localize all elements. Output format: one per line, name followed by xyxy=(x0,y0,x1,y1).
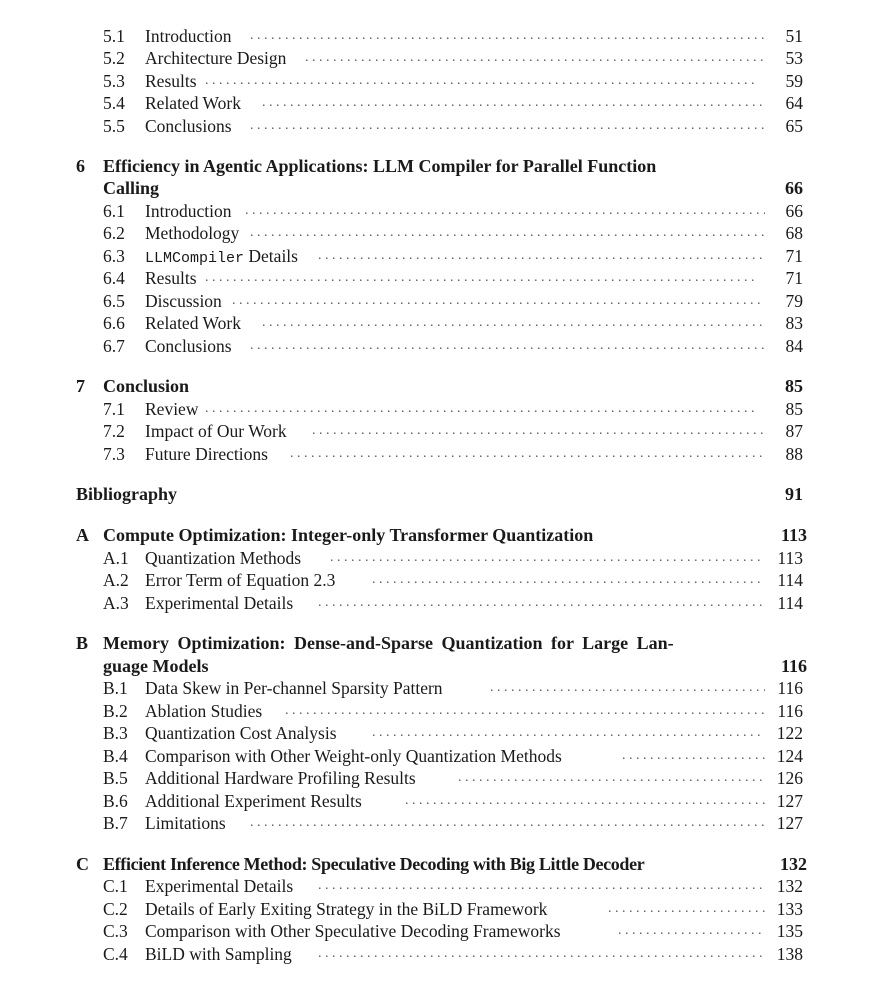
dot-leader xyxy=(318,943,765,965)
toc-entry-b-1[interactable] xyxy=(0,677,875,699)
section-title: Comparison with Other Weight-only Quantization Methods xyxy=(145,745,566,767)
llmcompiler-code-text: LLMCompiler xyxy=(145,250,245,267)
section-title: Details of Early Exiting Strategy in the BiLD Framework xyxy=(145,898,551,920)
dot-leader xyxy=(205,70,765,92)
toc-entry-b-2[interactable] xyxy=(0,700,875,722)
dot-leader xyxy=(250,222,765,244)
appendix-title-line1: Memory Optimization: Dense-and-Sparse Quantization for Large Lan- xyxy=(103,632,678,654)
section-number: 6.4 xyxy=(103,268,125,288)
dot-leader xyxy=(458,767,765,789)
section-title: Related Work xyxy=(145,312,245,334)
page-number: 132 xyxy=(780,854,807,874)
dot-leader xyxy=(405,790,765,812)
dot-leader xyxy=(250,335,765,357)
section-title: Experimental Details xyxy=(145,592,297,614)
dot-leader xyxy=(622,745,765,767)
section-number: 6.3 xyxy=(103,246,125,266)
section-title: Architecture Design xyxy=(145,47,290,69)
appendix-letter: C xyxy=(76,854,89,874)
toc-chapter-7[interactable] xyxy=(0,375,875,397)
section-number: B.3 xyxy=(103,723,128,743)
chapter-title-line2: Calling xyxy=(103,177,163,199)
dot-leader xyxy=(608,898,765,920)
toc-entry-7-3[interactable] xyxy=(0,443,875,465)
section-number: A.2 xyxy=(103,570,129,590)
section-number: C.1 xyxy=(103,876,128,896)
section-number: A.3 xyxy=(103,593,129,613)
page-number: 85 xyxy=(785,376,803,396)
toc-entry-b-4[interactable] xyxy=(0,745,875,767)
section-title: Impact of Our Work xyxy=(145,420,291,442)
section-number: B.7 xyxy=(103,813,128,833)
toc-chapter-6[interactable] xyxy=(0,155,875,177)
dot-leader xyxy=(232,290,765,312)
dot-leader xyxy=(318,592,765,614)
section-number: 6.6 xyxy=(103,313,125,333)
section-title: Quantization Cost Analysis xyxy=(145,722,341,744)
section-number: C.4 xyxy=(103,944,128,964)
section-title: BiLD with Sampling xyxy=(145,943,296,965)
section-title: Conclusions xyxy=(145,115,236,137)
section-title: Limitations xyxy=(145,812,230,834)
section-number: 5.4 xyxy=(103,93,125,113)
section-title: Introduction xyxy=(145,200,236,222)
toc-entry-c-4[interactable] xyxy=(0,943,875,965)
page-number: 66 xyxy=(785,178,803,198)
toc-entry-c-2[interactable] xyxy=(0,898,875,920)
toc-entry-c-1[interactable] xyxy=(0,875,875,897)
page-number: 116 xyxy=(780,656,807,676)
toc-appendix-b[interactable] xyxy=(0,632,875,654)
toc-entry-7-2[interactable] xyxy=(0,420,875,442)
bibliography-title: Bibliography xyxy=(76,483,181,505)
section-title: Quantization Methods xyxy=(145,547,305,569)
dot-leader xyxy=(205,398,765,420)
section-number: 5.2 xyxy=(103,48,125,68)
dot-leader xyxy=(372,569,765,591)
section-number: 6.1 xyxy=(103,201,125,221)
page-number: 51 xyxy=(785,26,803,46)
toc-entry-5-2[interactable] xyxy=(0,47,875,69)
section-number: 6.5 xyxy=(103,291,125,311)
page-number: 127 xyxy=(776,813,803,833)
dot-leader xyxy=(372,722,765,744)
toc-entry-5-5[interactable] xyxy=(0,115,875,137)
page-number: 127 xyxy=(776,791,803,811)
dot-leader xyxy=(618,920,765,942)
section-number: 7.3 xyxy=(103,444,125,464)
section-title: Introduction xyxy=(145,25,236,47)
appendix-letter: A xyxy=(76,525,89,545)
dot-leader xyxy=(205,267,765,289)
chapter-number: 6 xyxy=(76,156,85,176)
toc-bibliography[interactable] xyxy=(0,483,875,505)
dot-leader xyxy=(262,92,765,114)
section-title: Additional Hardware Profiling Results xyxy=(145,767,420,789)
dot-leader xyxy=(318,245,765,267)
page-number: 113 xyxy=(780,525,807,545)
toc-entry-6-6[interactable] xyxy=(0,312,875,334)
dot-leader xyxy=(330,547,765,569)
dot-leader xyxy=(250,25,765,47)
dot-leader xyxy=(250,812,765,834)
dot-leader xyxy=(285,700,765,722)
toc-entry-6-1[interactable] xyxy=(0,200,875,222)
section-title: Experimental Details xyxy=(145,875,297,897)
page-number: 85 xyxy=(785,399,803,419)
toc-entry-b-5[interactable] xyxy=(0,767,875,789)
appendix-title: Efficient Inference Method: Speculative Decoding with Big Little Decoder xyxy=(103,853,648,875)
section-number: B.5 xyxy=(103,768,128,788)
page-number: 124 xyxy=(776,746,803,766)
section-title: Data Skew in Per-channel Sparsity Pattern xyxy=(145,677,447,699)
page-number: 138 xyxy=(776,944,803,964)
section-number: 6.7 xyxy=(103,336,125,356)
section-number: B.2 xyxy=(103,701,128,721)
page-number: 126 xyxy=(776,768,803,788)
page-number: 66 xyxy=(785,201,803,221)
section-title: Error Term of Equation 2.3 xyxy=(145,569,339,591)
dot-leader xyxy=(305,47,765,69)
toc-entry-6-4[interactable] xyxy=(0,267,875,289)
page-number: 91 xyxy=(785,484,803,504)
page-number: 79 xyxy=(785,291,803,311)
dot-leader xyxy=(250,115,765,137)
page-number: 88 xyxy=(785,444,803,464)
section-number: 5.5 xyxy=(103,116,125,136)
toc-entry-5-1[interactable] xyxy=(0,25,875,47)
dot-leader xyxy=(318,875,765,897)
page-number: 113 xyxy=(777,548,803,568)
page-number: 116 xyxy=(777,678,803,698)
appendix-letter: B xyxy=(76,633,89,653)
page-number: 87 xyxy=(785,421,803,441)
page-number: 71 xyxy=(785,268,803,288)
page-number: 71 xyxy=(785,246,803,266)
section-number: B.4 xyxy=(103,746,128,766)
section-number: 7.1 xyxy=(103,399,125,419)
section-title: Additional Experiment Results xyxy=(145,790,366,812)
toc-entry-b-6[interactable] xyxy=(0,790,875,812)
dot-leader xyxy=(290,443,765,465)
page-number: 65 xyxy=(785,116,803,136)
toc-entry-6-7[interactable] xyxy=(0,335,875,357)
page-number: 116 xyxy=(777,701,803,721)
section-title: Results xyxy=(145,70,201,92)
section-title: Conclusions xyxy=(145,335,236,357)
chapter-number: 7 xyxy=(76,376,85,396)
toc-entry-b-3[interactable] xyxy=(0,722,875,744)
dot-leader xyxy=(262,312,765,334)
page-number: 114 xyxy=(777,570,803,590)
section-number: A.1 xyxy=(103,548,129,568)
section-title: Results xyxy=(145,267,201,289)
section-number: 5.3 xyxy=(103,71,125,91)
toc-entry-c-3[interactable] xyxy=(0,920,875,942)
page-number: 132 xyxy=(776,876,803,896)
toc-entry-6-5[interactable] xyxy=(0,290,875,312)
page-number: 83 xyxy=(785,313,803,333)
section-title: Review xyxy=(145,398,202,420)
toc-entry-a-3[interactable] xyxy=(0,592,875,614)
appendix-title: Compute Optimization: Integer-only Transformer Quantization xyxy=(103,524,597,546)
toc-entry-a-1[interactable] xyxy=(0,547,875,569)
page-number: 133 xyxy=(776,899,803,919)
page-number: 59 xyxy=(785,71,803,91)
section-title: Related Work xyxy=(145,92,245,114)
toc-entry-7-1[interactable] xyxy=(0,398,875,420)
section-number: B.6 xyxy=(103,791,128,811)
toc-entry-a-2[interactable] xyxy=(0,569,875,591)
dot-leader xyxy=(245,200,765,222)
toc-appendix-a[interactable] xyxy=(0,524,875,546)
section-title: Future Directions xyxy=(145,443,272,465)
dot-leader xyxy=(312,420,765,442)
section-number: C.2 xyxy=(103,899,128,919)
toc-entry-5-3[interactable] xyxy=(0,70,875,92)
page-number: 68 xyxy=(785,223,803,243)
toc-chapter-6-cont[interactable] xyxy=(0,177,875,199)
chapter-title: Conclusion xyxy=(103,375,193,397)
page-number: 114 xyxy=(777,593,803,613)
section-number: 6.2 xyxy=(103,223,125,243)
page-number: 64 xyxy=(785,93,803,113)
section-number: 7.2 xyxy=(103,421,125,441)
toc-appendix-c[interactable] xyxy=(0,853,875,875)
section-title: Ablation Studies xyxy=(145,700,266,722)
chapter-title-line1: Efficiency in Agentic Applications: LLM Compiler for Parallel Function xyxy=(103,155,660,177)
section-number: 5.1 xyxy=(103,26,125,46)
section-title: Discussion xyxy=(145,290,226,312)
page-number: 53 xyxy=(785,48,803,68)
section-title-suffix: Details xyxy=(244,246,298,266)
page-number: 84 xyxy=(785,336,803,356)
section-title: Methodology xyxy=(145,222,243,244)
section-number: C.3 xyxy=(103,921,128,941)
section-number: B.1 xyxy=(103,678,128,698)
toc-entry-5-4[interactable] xyxy=(0,92,875,114)
appendix-title-line2: guage Models xyxy=(103,655,213,677)
toc-entry-b-7[interactable] xyxy=(0,812,875,834)
dot-leader xyxy=(490,677,765,699)
page-number: 122 xyxy=(776,723,803,743)
toc-appendix-b-cont[interactable] xyxy=(0,655,875,677)
section-title: Comparison with Other Speculative Decoding Frameworks xyxy=(145,920,565,942)
toc-entry-6-3[interactable] xyxy=(0,245,875,267)
toc-entry-6-2[interactable] xyxy=(0,222,875,244)
page-number: 135 xyxy=(776,921,803,941)
